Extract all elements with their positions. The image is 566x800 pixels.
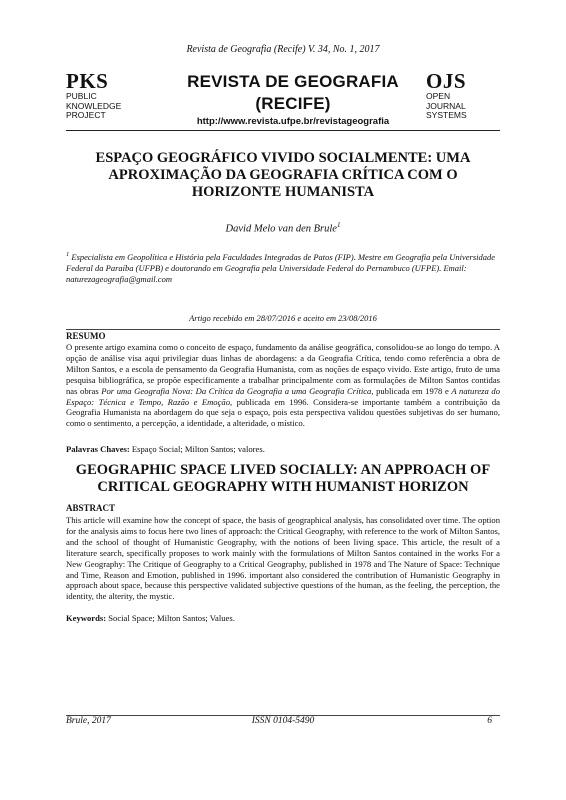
abstract-text: This article will examine how the concept of space, the basis of geographical analysis, has consolidated over time. The option for the analysis aims to focus here two lines of approach: the Critical Geography, with reference to the work of Milton Santos, and the school of thought of Humanistic Geography, with the notions of been living space. This article, the result of a literature search, specifically proposes to work mainly with the formulations of Milton Santos contained in the works For a New Geography: The Critique of Geography to a Critical Geography, published in 1978 and The Nature of Space: Technique and Time, Reason and Emotion, published in 1996. important also considered the contribution of Humanistic Geography in approach about space, because this perspective validated subjective questions of the human, as the feeling, the perception, the identity, the alterity, the mystic.	[66, 515, 500, 602]
ojs-line: OPEN	[426, 91, 451, 101]
resumo-book-title: Por uma Geografia Nova: Da Crítica da Geografia a uma Geografia Crítica	[101, 385, 372, 396]
abstract-divider	[66, 329, 500, 330]
palavras-chaves-label: Palavras Chaves:	[66, 444, 130, 454]
footer-author-year: Brule, 2017	[66, 716, 111, 726]
pks-line: PROJECT	[66, 110, 106, 120]
ojs-label: OJS	[426, 69, 467, 93]
journal-masthead	[162, 71, 424, 127]
article-title-english: GEOGRAPHIC SPACE LIVED SOCIALLY: AN APPROACH OF CRITICAL GEOGRAPHY WITH HUMANIST HORIZON	[75, 462, 491, 495]
pks-line: PUBLIC	[66, 91, 97, 101]
journal-title-line2: (RECIFE)	[255, 94, 331, 113]
journal-title-line1: REVISTA DE GEOGRAFIA	[187, 72, 399, 91]
affiliation-footnote-marker: 1	[66, 251, 70, 258]
page-number: 6	[487, 716, 492, 726]
pks-logo	[66, 71, 121, 121]
journal-url[interactable]: http://www.revista.ufpe.br/revistageografia	[196, 116, 390, 127]
header-divider	[66, 130, 500, 131]
resumo-text-part: , publicada em 1978 e	[371, 385, 452, 396]
resumo-text	[66, 342, 500, 429]
ojs-line: JOURNAL	[426, 100, 466, 111]
author-line	[0, 221, 566, 235]
author-name: David Melo van den Brule	[225, 223, 337, 235]
keywords-label: Keywords:	[66, 613, 107, 623]
journal-citation: Revista de Geografia (Recife) V. 34, No. 1, 2017	[186, 44, 380, 55]
received-date: Artigo recebido em 28/07/2016 e aceito em 23/08/2016	[189, 313, 377, 323]
affiliation-text: Especialista em Geopolítica e História pela Faculdades Integradas de Patos (FIP). Mestre em Geografia pela Universidade Federal da Paraíba (UFPB) e doutorando em Geografia pela Universidade Federal do Pernambuco (UFPE). Email: naturezageografia@gmail.com	[66, 251, 496, 284]
ojs-logo	[426, 71, 467, 121]
journal-header	[66, 71, 500, 127]
resumo-text-part: , publicada em 1996. Considera-se importante também a contribuição da Geografia Humanista na abordagem do que seja o espaço, pois esta perspectiva validou questões subjetivas do ser humano, como o sentimento, a percepção, a identidade, a alteridade, o místico.	[66, 396, 500, 429]
abstract-heading: ABSTRACT	[66, 503, 116, 513]
pks-line: KNOWLEDGE	[66, 100, 122, 111]
pks-label: PKS	[66, 69, 109, 93]
footer-issn: ISSN 0104-5490	[251, 716, 315, 726]
resumo-heading: RESUMO	[66, 331, 106, 341]
page-footer	[66, 716, 500, 730]
resumo-text-part: O presente artigo examina como o conceito de espaço, fundamento da análise geográfica, consolidou-se ao longo do tempo. A opção de análise visa aqui privilegiar duas linhas de abordagens: a da Geografia Crítica, tendo como referência a obra de Milton Santos, e a escola de pensamento da Geografia Humanista, com as noções de espaço vivido. Este artigo, fruto de uma pesquisa bibliográfica, se propõe especificamente a trabalhar principalmente com as formulações de Milton Santos contidas nas obras	[66, 342, 500, 396]
article-title-portuguese: ESPAÇO GEOGRÁFICO VIVIDO SOCIALMENTE: UMA APROXIMAÇÃO DA GEOGRAFIA CRÍTICA COM O HORIZONTE HUMANISTA	[95, 150, 471, 200]
author-affiliation	[66, 249, 500, 285]
ojs-line: SYSTEMS	[426, 110, 467, 120]
resumo-book-title: A natureza do Espaço: Técnica e Tempo, Razão e Emoção	[66, 385, 500, 407]
palavras-chaves-values: Espaço Social; Milton Santos; valores.	[131, 444, 265, 454]
author-footnote-marker: 1	[336, 221, 341, 229]
keywords	[66, 613, 500, 623]
keywords-values: Social Space; Milton Santos; Values.	[108, 613, 235, 623]
palavras-chaves	[66, 444, 500, 454]
